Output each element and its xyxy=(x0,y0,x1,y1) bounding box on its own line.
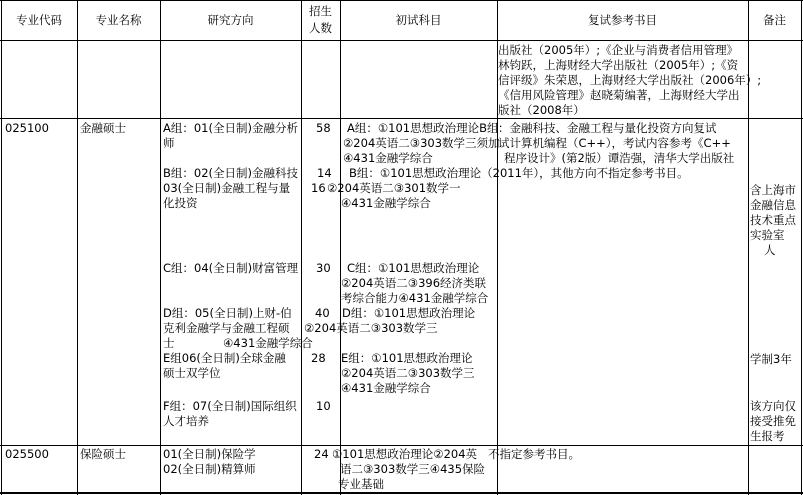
group-f-count: 10 xyxy=(316,399,331,413)
retest-line: 出版社（2005年）;《企业与消费者信用管理》 xyxy=(498,43,739,57)
group-b-direction: B组：02(全日制)金融科技 03(全日制)金融工程与量 化投资 xyxy=(163,166,298,210)
group-b-initial: B组：①101思想政治理论（2011年），其他方向不指定参考书目。 ②204英语二③301数学一 ④431金融学综合 xyxy=(327,166,689,210)
retest-line: 林钧跃，上海财经大学出版社（2005年）;《资 xyxy=(498,58,739,72)
header-retest: 复试参考书目 xyxy=(588,13,657,27)
header-code: 专业代码 xyxy=(16,13,62,27)
group-d-initial-3: ④431金融学综合 xyxy=(223,336,313,350)
group-b-count: 14 xyxy=(317,166,332,180)
group-c-direction: C组：04(全日制)财富管理 xyxy=(163,261,299,275)
retest-line: 《信用风险管理》赵晓菊编著，上海财经大学出 xyxy=(498,88,740,102)
header-enroll xyxy=(301,3,340,37)
retest-line: 信评级》朱荣恩，上海财经大学出版社（2006年）; xyxy=(498,73,762,87)
group-d-initial-2: ②204英语二③303数学三 xyxy=(304,321,438,335)
header-initial: 初试科目 xyxy=(395,13,442,27)
finance-retest: ：金融科技、金融工程与量化投资方向复试 试计算机编程（C++），考试内容参考《C++ 程序设计》(第2版）谭浩强，清华大学出版社 xyxy=(498,121,735,165)
group-c-initial: C组：①101思想政治理论 ②204英语二③396经济类联 考综合能力④431金融学综合 xyxy=(341,261,489,305)
insurance-count: 24 xyxy=(314,447,329,461)
retest-continuation xyxy=(498,43,761,118)
col-divider-2 xyxy=(160,0,161,495)
header-enroll-line2: 人数 xyxy=(309,21,332,35)
remark-duration: 学制3年 xyxy=(750,352,792,366)
group-f-direction: F组：07(全日制)国际组织 人才培养 xyxy=(163,399,297,428)
finance-name: 金融硕士 xyxy=(80,121,126,135)
group-c-count: 30 xyxy=(316,261,331,275)
table-border-top xyxy=(0,0,803,1)
retest-line: 版社（2008年） xyxy=(498,103,585,117)
group-d-direction: D组：05(全日制)上财-伯 克利金融学与金融工程硕 士 xyxy=(163,306,292,350)
table-border-bottom xyxy=(0,492,803,494)
row-divider-finance xyxy=(0,118,803,119)
remark-lab: 含上海市 金融信息 技术重点 实验室 人 xyxy=(750,183,796,257)
group-d-count: 40 xyxy=(315,306,330,320)
insurance-initial: ①101思想政治理论②204英 语二③303数学三④435保险 专业基础 xyxy=(332,447,486,491)
group-e-initial: E组：①101思想政治理论 ②204英语二③303数学三 ④431金融学综合 xyxy=(341,351,475,395)
group-a-direction: A组：01(全日制)金融分析 师 xyxy=(163,121,298,150)
col-divider-1 xyxy=(77,0,78,495)
group-a-initial: A组：①101思想政治理论B组 ②204英语二③303数学三须加 ④431金融学综合 xyxy=(343,121,500,165)
header-enroll-line1: 招生 xyxy=(309,4,332,18)
insurance-name: 保险硕士 xyxy=(80,447,126,461)
insurance-direction: 01(全日制)保险学 02(全日制)精算师 xyxy=(163,447,256,476)
row-divider-insurance xyxy=(0,445,803,446)
col-divider-7 xyxy=(801,0,802,495)
col-divider-3 xyxy=(301,0,302,495)
header-name: 专业名称 xyxy=(95,13,142,27)
group-b-count-2: 16 xyxy=(311,181,326,195)
insurance-retest: 不指定参考书目。 xyxy=(488,447,580,461)
insurance-code: 025500 xyxy=(5,447,49,461)
header-direction: 研究方向 xyxy=(207,13,254,27)
header-remark: 备注 xyxy=(763,13,786,27)
group-e-count: 28 xyxy=(311,351,326,365)
group-a-count: 58 xyxy=(316,121,331,135)
col-divider-4 xyxy=(340,0,341,495)
group-d-initial: D组：①101思想政治理论 xyxy=(342,306,476,320)
remark-recommend: 该方向仅 接受推免 生报考 xyxy=(750,399,796,443)
group-e-direction: E组06(全日制)全球金融 硕士双学位 xyxy=(163,351,286,380)
header-divider xyxy=(0,40,803,41)
finance-code: 025100 xyxy=(5,121,49,135)
col-divider-0 xyxy=(1,0,2,495)
